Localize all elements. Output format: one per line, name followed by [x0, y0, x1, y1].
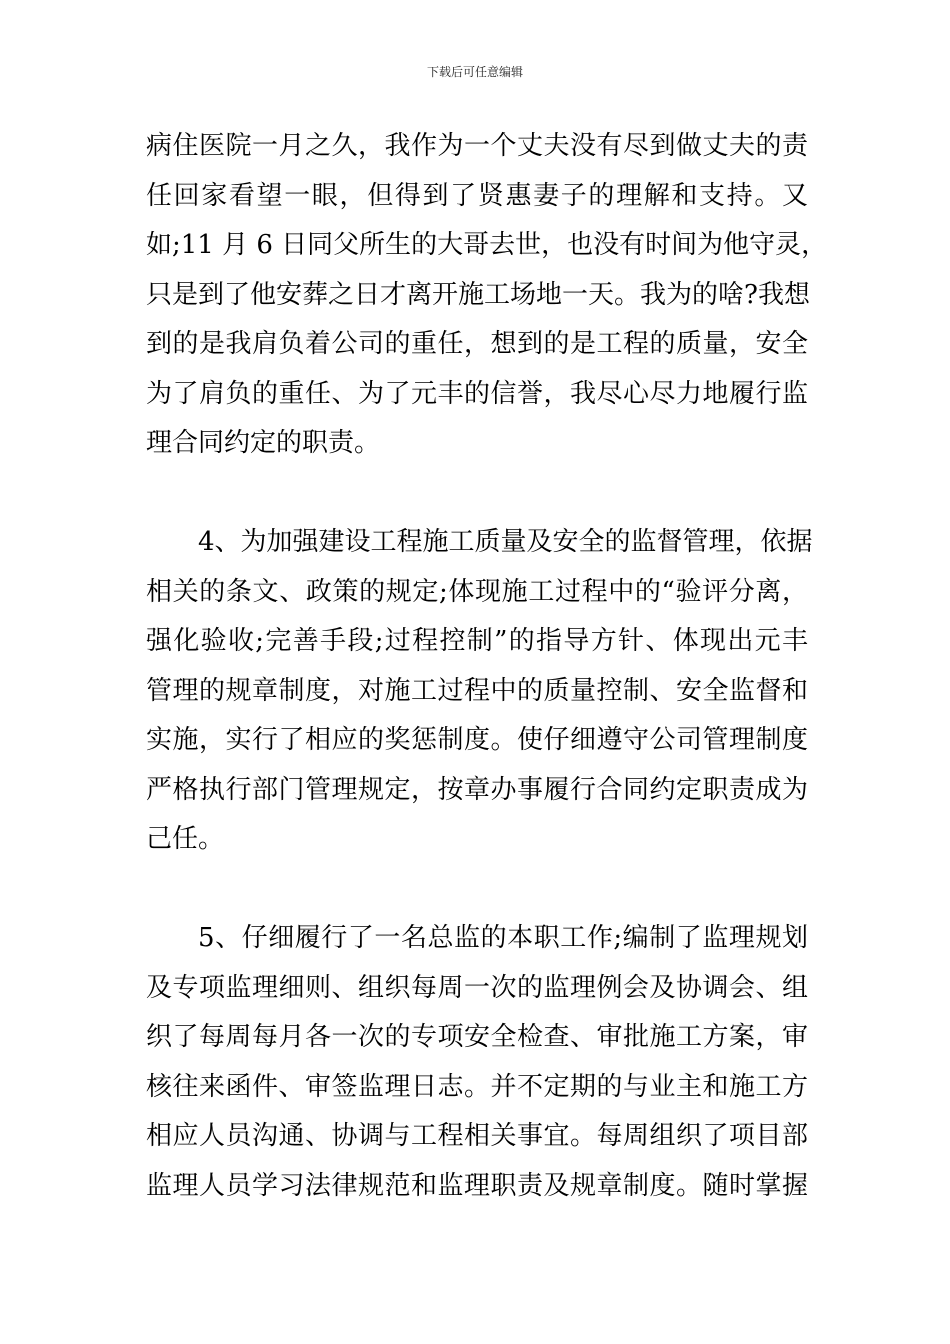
text-line: 到的是我肩负着公司的重任，想到的是工程的质量，安全	[146, 329, 808, 359]
text-line: 任回家看望一眼，但得到了贤惠妻子的理解和支持。又	[146, 180, 808, 211]
text-line: 严格执行部门管理规定，按章办事履行合同约定职责成为	[146, 774, 808, 805]
text-line: 相关的条文、政策的规定;体现施工过程中的“验评分离，	[146, 576, 808, 607]
text-line: 己任。	[146, 824, 225, 854]
text-line: 相应人员沟通、协调与工程相关事宜。每周组织了项目部	[146, 1121, 808, 1151]
text-line: 病住医院一月之久，我作为一个丈夫没有尽到做丈夫的责	[146, 131, 808, 161]
text-line: 管理的规章制度，对施工过程中的质量控制、安全监督和	[146, 675, 808, 706]
text-line: 强化验收;完善手段;过程控制”的指导方针、体现出元丰	[146, 626, 808, 656]
text-line: 实施，实行了相应的奖惩制度。使仔细遵守公司管理制度	[146, 725, 808, 755]
text-line: 为了肩负的重任、为了元丰的信誉，我尽心尽力地履行监	[146, 378, 808, 409]
text-line: 理合同约定的职责。	[146, 428, 381, 458]
text-line: 及专项监理细则、组织每周一次的监理例会及协调会、组	[146, 972, 808, 1003]
text-line: 4、为加强建设工程施工质量及安全的监督管理，依据	[198, 527, 813, 557]
text-line: 监理人员学习法律规范和监理职责及规章制度。随时掌握	[146, 1170, 808, 1201]
paragraph-1	[146, 122, 828, 469]
paragraph-2	[146, 518, 813, 865]
text-line: 核往来函件、审签监理日志。并不定期的与业主和施工方	[146, 1071, 808, 1102]
page-header: 下载后可任意编辑	[426, 65, 523, 79]
text-line: 织了每周每月各一次的专项安全检查、审批施工方案，审	[146, 1022, 808, 1052]
paragraph-3	[146, 914, 808, 1211]
text-line: 如;11 月 6 日同父所生的大哥去世，也没有时间为他守灵，	[146, 230, 828, 260]
document-body	[146, 122, 828, 1211]
text-line: 5、仔细履行了一名总监的本职工作;编制了监理规划	[198, 923, 808, 953]
text-line: 只是到了他安葬之日才离开施工场地一天。我为的啥?我想	[146, 279, 810, 310]
